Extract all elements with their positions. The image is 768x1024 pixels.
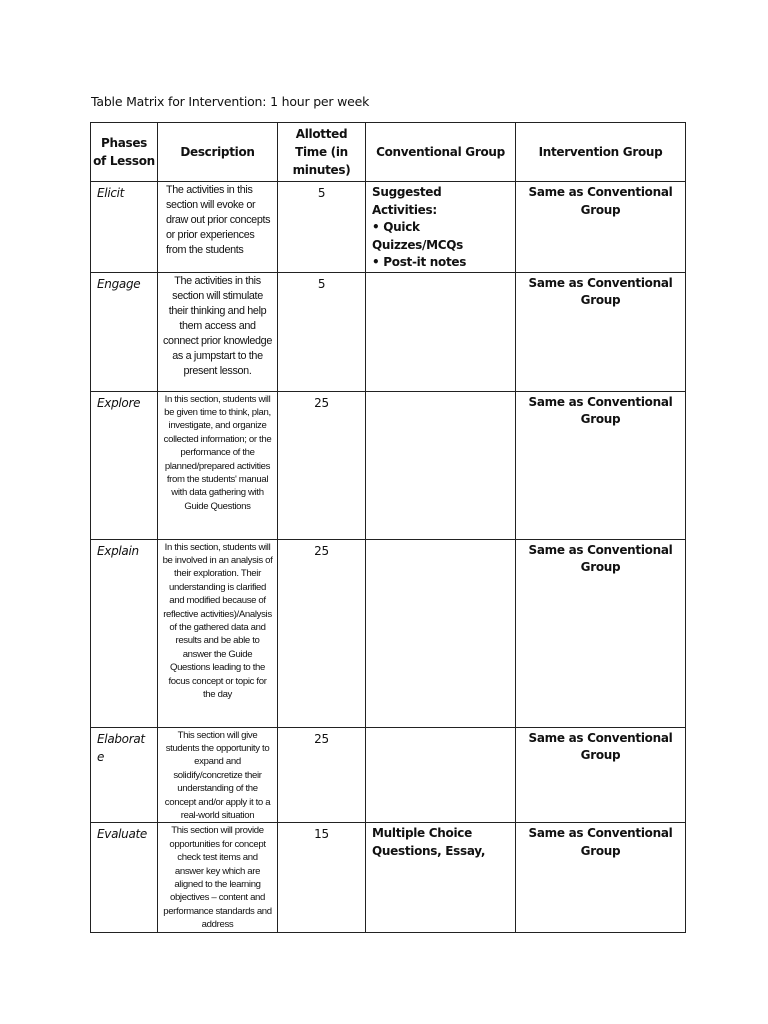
header-intervention-group: Intervention Group — [516, 123, 686, 182]
description-cell — [158, 727, 278, 823]
intervention-text: Same as Conventional Group — [528, 542, 673, 574]
conventional-cell — [366, 823, 516, 932]
intervention-cell — [516, 727, 686, 823]
conventional-activities — [366, 728, 515, 730]
allotted-time: 25 — [314, 395, 329, 410]
intervention-cell — [516, 182, 686, 273]
table-row — [91, 391, 686, 539]
conventional-activities — [366, 392, 515, 394]
allotted-time: 5 — [317, 276, 326, 291]
description-cell — [158, 539, 278, 727]
description-cell — [158, 182, 278, 273]
table-header-row — [91, 123, 686, 182]
header-phases: Phases of Lesson — [91, 123, 158, 182]
phase-cell — [91, 272, 158, 391]
phase-name: Explain — [97, 543, 139, 558]
allotted-time: 15 — [314, 827, 329, 842]
description-cell — [158, 391, 278, 539]
phase-cell — [91, 539, 158, 727]
description-cell — [158, 272, 278, 391]
intervention-text: Same as Conventional Group — [528, 275, 673, 307]
phase-name: Evaluate — [97, 827, 148, 842]
allotted-time: 5 — [317, 186, 326, 200]
intervention-text: Same as Conventional Group — [528, 826, 673, 858]
activity-bullet-item: • Quick Quizzes/MCQs — [372, 219, 509, 254]
phase-description: In this section, students will be given time to think, plan, investigate, and organize collected information; or the performance of the planned/prepared activities from the students' manual with data gathering with Guide Questions — [163, 393, 272, 512]
table-row — [91, 272, 686, 391]
time-cell — [278, 823, 366, 932]
phase-description: In this section, students will be involved in an analysis of their exploration. Their understanding is clarified and modified because of reflective activities)/Analysis of the gathered data and results and be able to answer the Guide Questions leading to the focus concept or topic for the day — [162, 541, 273, 700]
intervention-text: Same as Conventional Group — [528, 730, 673, 762]
allotted-time: 25 — [314, 543, 329, 558]
intervention-cell — [516, 539, 686, 727]
time-cell — [278, 727, 366, 823]
intervention-text: Same as Conventional Group — [528, 394, 673, 426]
intervention-matrix-table — [90, 122, 686, 933]
time-cell — [278, 272, 366, 391]
phase-description: This section will give students the opportunity to expand and solidify/concretize their understanding of the concept and/or apply it to a real-world situation — [164, 729, 271, 821]
conventional-cell — [366, 272, 516, 391]
phase-name: Engage — [97, 276, 141, 291]
conventional-cell — [366, 391, 516, 539]
table-row — [91, 539, 686, 727]
conventional-cell — [366, 539, 516, 727]
conventional-activities: Multiple Choice Questions, Essay, — [372, 826, 486, 858]
conventional-activities — [366, 273, 515, 275]
table-row — [91, 727, 686, 823]
phase-cell — [91, 182, 158, 273]
phase-description: The activities in this section will evoke or draw out prior concepts or prior experiences from the students — [166, 184, 271, 256]
header-allotted-time: Allotted Time (in minutes) — [278, 123, 366, 182]
phase-name: Explore — [97, 395, 141, 410]
suggested-activities-heading: Suggested Activities: — [372, 185, 442, 217]
intervention-cell — [516, 391, 686, 539]
allotted-time: 25 — [314, 731, 329, 746]
intervention-cell — [516, 823, 686, 932]
conventional-activities — [366, 182, 515, 272]
conventional-activities — [366, 540, 515, 542]
phase-name: Elaborate — [97, 731, 145, 764]
intervention-cell — [516, 272, 686, 391]
conventional-cell — [366, 727, 516, 823]
table-row — [91, 182, 686, 273]
document-title: Table Matrix for Intervention: 1 hour per week — [91, 94, 370, 109]
header-conventional-group: Conventional Group — [366, 123, 516, 182]
phase-name: Elicit — [97, 186, 125, 200]
intervention-text: Same as Conventional Group — [528, 185, 673, 217]
description-cell — [158, 823, 278, 932]
header-description: Description — [158, 123, 278, 182]
phase-cell — [91, 727, 158, 823]
time-cell — [278, 539, 366, 727]
phase-cell — [91, 823, 158, 932]
phase-description: The activities in this section will stimulate their thinking and help them access and connect prior knowledge as a jumpstart to the present lesson. — [163, 274, 272, 377]
phase-cell — [91, 391, 158, 539]
table-row — [91, 823, 686, 932]
phase-description: This section will provide opportunities for concept check test items and answer key which are aligned to the learning objectives – content and performance standards and address — [163, 825, 272, 931]
time-cell — [278, 391, 366, 539]
time-cell — [278, 182, 366, 273]
conventional-cell — [366, 182, 516, 273]
activity-bullet-item: • Post-it notes — [372, 254, 509, 272]
